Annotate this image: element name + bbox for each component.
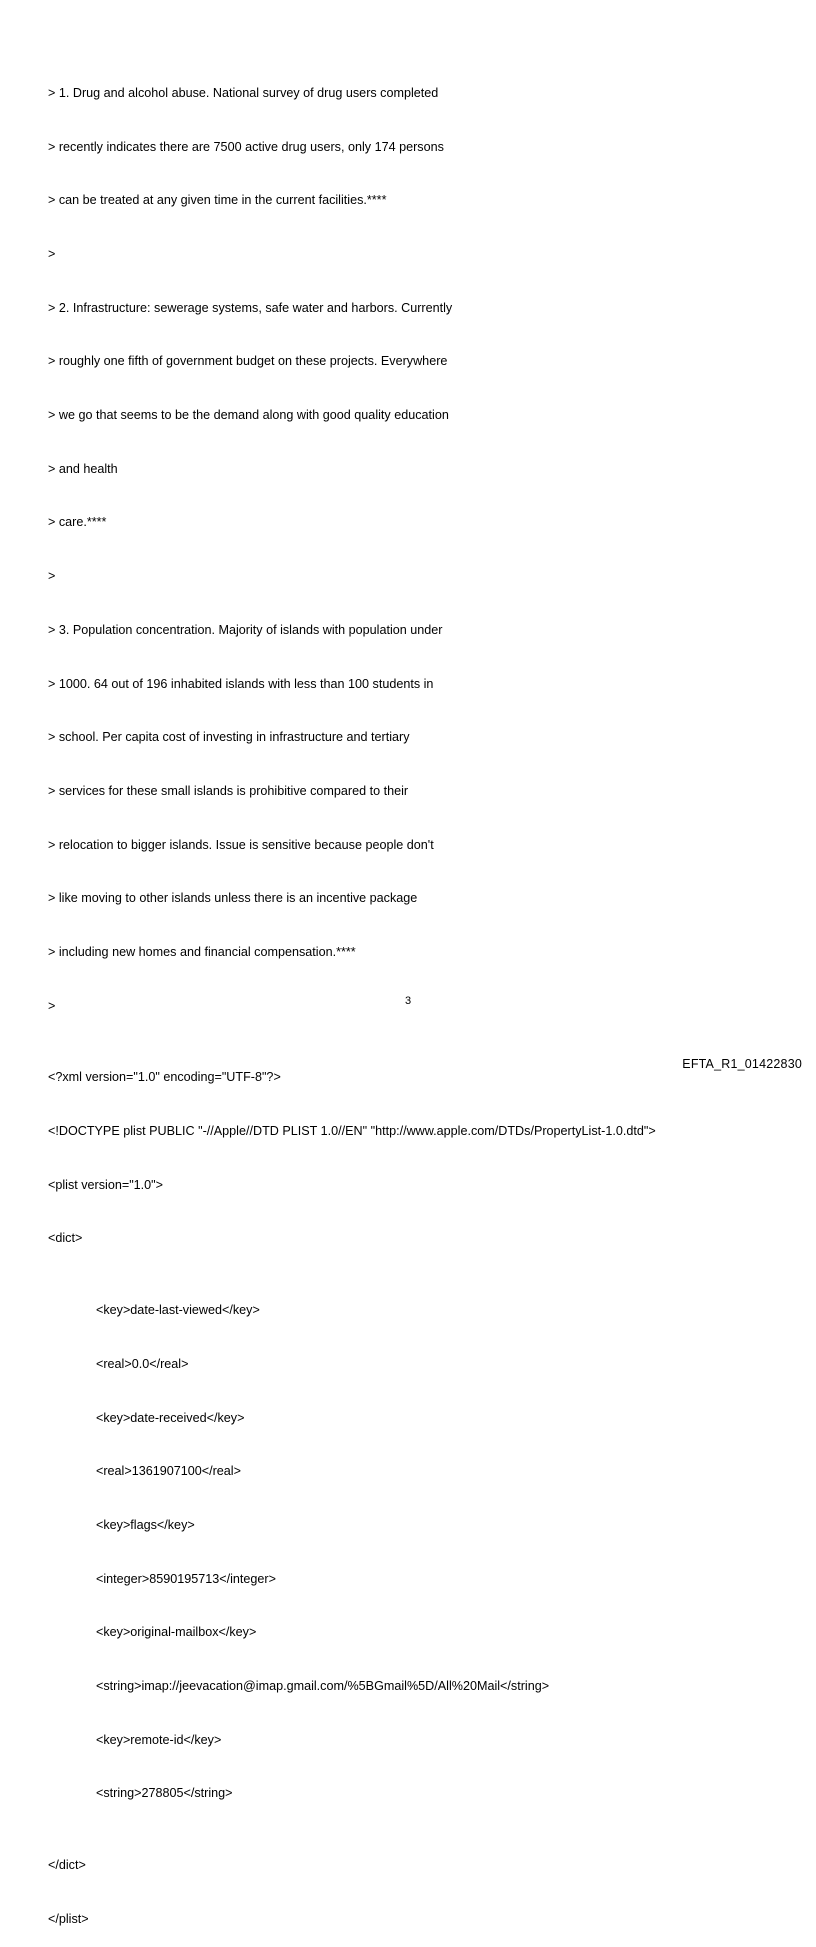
quoted-line: > care.**** xyxy=(48,515,107,530)
dict-entry: <real>1361907100</real> xyxy=(96,1464,241,1479)
quoted-line: > can be treated at any given time in the current facilities.**** xyxy=(48,193,387,208)
quoted-line: > xyxy=(48,246,56,261)
dict-entry: <string>278805</string> xyxy=(96,1786,233,1801)
quoted-line: > roughly one fifth of government budget on these projects. Everywhere xyxy=(48,354,448,369)
dict-entry: <key>date-received</key> xyxy=(96,1410,245,1425)
quoted-line: > we go that seems to be the demand along with good quality education xyxy=(48,408,449,423)
dict-entry: <key>original-mailbox</key> xyxy=(96,1625,257,1640)
plist-close-tag: </plist> xyxy=(48,1911,89,1926)
quoted-line: > 1000. 64 out of 196 inhabited islands with less than 100 students in xyxy=(48,676,434,691)
quoted-line: > 3. Population concentration. Majority of islands with population under xyxy=(48,622,443,637)
quoted-line: > and health xyxy=(48,461,118,476)
quoted-line: > xyxy=(48,998,56,1013)
dict-entry: <key>flags</key> xyxy=(96,1517,195,1532)
quoted-line: > relocation to bigger islands. Issue is sensitive because people don't xyxy=(48,837,434,852)
dict-entry: <integer>8590195713</integer> xyxy=(96,1571,276,1586)
quoted-line: > services for these small islands is prohibitive compared to their xyxy=(48,783,409,798)
quoted-line: > including new homes and financial compensation.**** xyxy=(48,945,356,960)
quoted-line: > 2. Infrastructure: sewerage systems, safe water and harbors. Currently xyxy=(48,300,453,315)
dict-entry: <real>0.0</real> xyxy=(96,1356,189,1371)
quoted-line: > 1. Drug and alcohol abuse. National survey of drug users completed xyxy=(48,85,439,100)
dict-entry: <string>imap://jeevacation@imap.gmail.com/%5BGmail%5D/All%20Mail</string> xyxy=(96,1679,550,1694)
quoted-line: > school. Per capita cost of investing in infrastructure and tertiary xyxy=(48,730,410,745)
xml-declaration: <?xml version="1.0" encoding="UTF-8"?> xyxy=(48,1070,281,1085)
quoted-line: > xyxy=(48,569,56,584)
dict-open-tag: <dict> xyxy=(48,1231,83,1246)
doctype-line: <!DOCTYPE plist PUBLIC "-//Apple//DTD PLIST 1.0//EN" "http://www.apple.com/DTDs/PropertyList-1.0.dtd"> xyxy=(48,1124,656,1139)
quoted-line: > recently indicates there are 7500 active drug users, only 174 persons xyxy=(48,139,444,154)
dict-entry: <key>date-last-viewed</key> xyxy=(96,1303,260,1318)
document-id: EFTA_R1_01422830 xyxy=(682,1057,802,1071)
quoted-line: > like moving to other islands unless there is an incentive package xyxy=(48,891,418,906)
plist-open-tag: <plist version="1.0"> xyxy=(48,1177,164,1192)
page-number: 3 xyxy=(404,995,412,1007)
dict-entry: <key>remote-id</key> xyxy=(96,1732,222,1747)
dict-close-tag: </dict> xyxy=(48,1858,86,1873)
